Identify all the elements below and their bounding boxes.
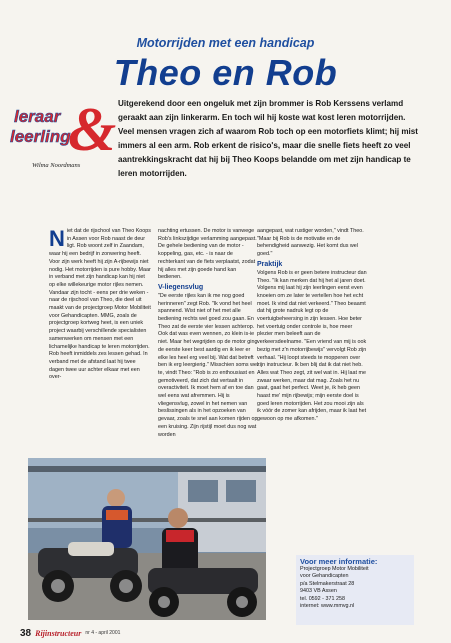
drop-cap: N (49, 226, 65, 251)
magazine-name: Rijinstructeur (35, 628, 82, 638)
column-3-para-1: aangepast, wat rustiger worden," vindt Theo. "Maar bij Rob is de motivatie en de behendigheid aanwezig. Het komt dus wel goed." (257, 228, 364, 258)
subheading-vliegensvlug: V-liegensvlug (158, 283, 204, 291)
column-2 (158, 228, 261, 439)
logo-word-leraar: leraar (14, 107, 61, 126)
info-line: voor Gehandicapten (300, 573, 349, 580)
column-1 (49, 228, 152, 382)
subheading-praktijk: Praktijk (257, 260, 283, 268)
info-line: p/a Stelmakerstraat 28 (300, 580, 355, 587)
column-3 (257, 228, 367, 424)
page-footer (20, 627, 260, 639)
logo-ampersand: & (68, 98, 117, 158)
article-kicker: Motorrijden met een handicap (136, 36, 315, 50)
issue-info: nr 4 - april 2001 (85, 630, 121, 636)
lead-paragraph: Uitgerekend door een ongeluk met zijn brommer is Rob Kerssens verlamd geraakt aan zijn linkerarm. En toch wil hij koste wat kost leren motorrijden. Veel mensen vragen zich af waarom Rob toch op een motorfiets klimt; hij mist immers al een arm. Rob erkent de risico's, maar die snelle fiets heeft zo veel aantrekkingskracht dat hij bij Theo Koops belandde om met zijn handicap te leren motorrijden. (118, 99, 418, 178)
info-box (296, 555, 414, 625)
logo-word-leerling: leerling (10, 127, 71, 146)
info-line: internet: www.mmvg.nl (300, 603, 355, 610)
column-1-text: iet dat de rijschool van Theo Koops in Assen voor Rob naast de deur ligt. Rob woont zelf in Zaandam, waar hij een bedrijf in zonwering heeft. Voor zijn werk heeft hij zijn A-rijbewijs niet nodig. Het motorrijden is pure hobby. Maar in verband met zijn handicap kan hij niet op elke willekeurige motor rijles nemen. Vandaar zijn tocht - eens per drie weken - naar de rijschool van Theo, die deel uit maakt van de projectgroep Motor Mobiliteit voor Gehandicapten. MMG, zoals de projectgroep kortweg heet, is een uniek project waarbij verschillende specialisten samenwerken om mensen met een lichamelijke handicap te leren motorrijden. Rob heeft inmiddels zes lessen gehad. In verband met de afstand laat hij twee dagen twee uur achter elkaar met een over- (49, 228, 151, 381)
info-line: tel. 0592 - 371 258 (300, 595, 345, 602)
author-name: Wilma Noordmans (32, 162, 81, 169)
info-line: 9403 VB Assen (300, 588, 337, 595)
riders-photo (28, 458, 266, 620)
column-3-para-2: Volgens Rob is er geen betere instructeur dan Theo. "Ik kan merken dat hij het al jaren doet. Volgens mij laat hij zijn leerlingen eerst even knoeien om ze later te vertellen hoe het echt moet. Ik vind dat niet verkeerd." Theo beaamt dat hij grote nadruk legt op de voertuigbeheersing in zijn lessen. Hoe beter het voertuig onder controle is, hoe meer plezier men beleeft aan de verkeersdeelname. "Een vriend van mij is ook bezig met z'n motorrijbewijs" vervolgt Rob zijn verhaal. "Hij loopt steeds te mopperen over zijn instructeur. Ik ben blij dat ik dat niet heb. Alles wat Theo zegt, zit wel wat in. Hij laat me zwaar werken, maar dat mag. Zoals het nu gaat, gaat het perfect. Weet je, ik heb geen haast me' mijn rijbewijs; mijn eerste doel is goed leren motorrijden. Het zou mooi zijn als ik vóór de zomer kan afrijden, maar ik laat het gewoon op me afkomen." (257, 269, 367, 423)
leraar-leerling-logo (8, 98, 118, 158)
page-number: 38 (20, 627, 32, 639)
info-line: Projectgroep Motor Mobiliteit (300, 566, 369, 572)
article-title: Theo en Rob (113, 52, 338, 93)
column-2-para-1: nachting ertussen. De motor is vanwege Rob's linkszijdige verlamming aangepast. De gehele bediening van de motor - koppeling, gas, etc. - is naar de rechterkant van de fiets verplaatst, zodat hij alles met zijn goede hand kan bedienen. (158, 228, 257, 281)
info-box-title: Voor meer informatie: (300, 557, 378, 566)
column-2-para-2: "De eerste rijles kan ik me nog goed herinneren" zegt Rob. "Ik vond het heel spannend. Wist niet of het met alle bediening rechts wel goed zou gaan. En Theo zat de eerste vier lessen achterop. Ook dat was even wennen, zo klein is-ie niet. Maar het wegrijden op de motor ging de eerste keer best aardig en ik leer er elke les heel erg veel bij. Wat dat betreft ben ik erg leergierig." Misschien soms wel te, vindt Theo: "Rob is zo enthousiast en gemotiveerd, dat zich dat vertaalt in overactiviteit. Ik moet hem af en toe dan wel eens wat afremmen. Hij is vliegensvlug, zowel in het nemen van beslissingen als in het opzoeken van gevaar, zoals te snel aan komen rijden op een kruising. Zijn rijstijl moet dus nog wat worden (158, 292, 259, 438)
